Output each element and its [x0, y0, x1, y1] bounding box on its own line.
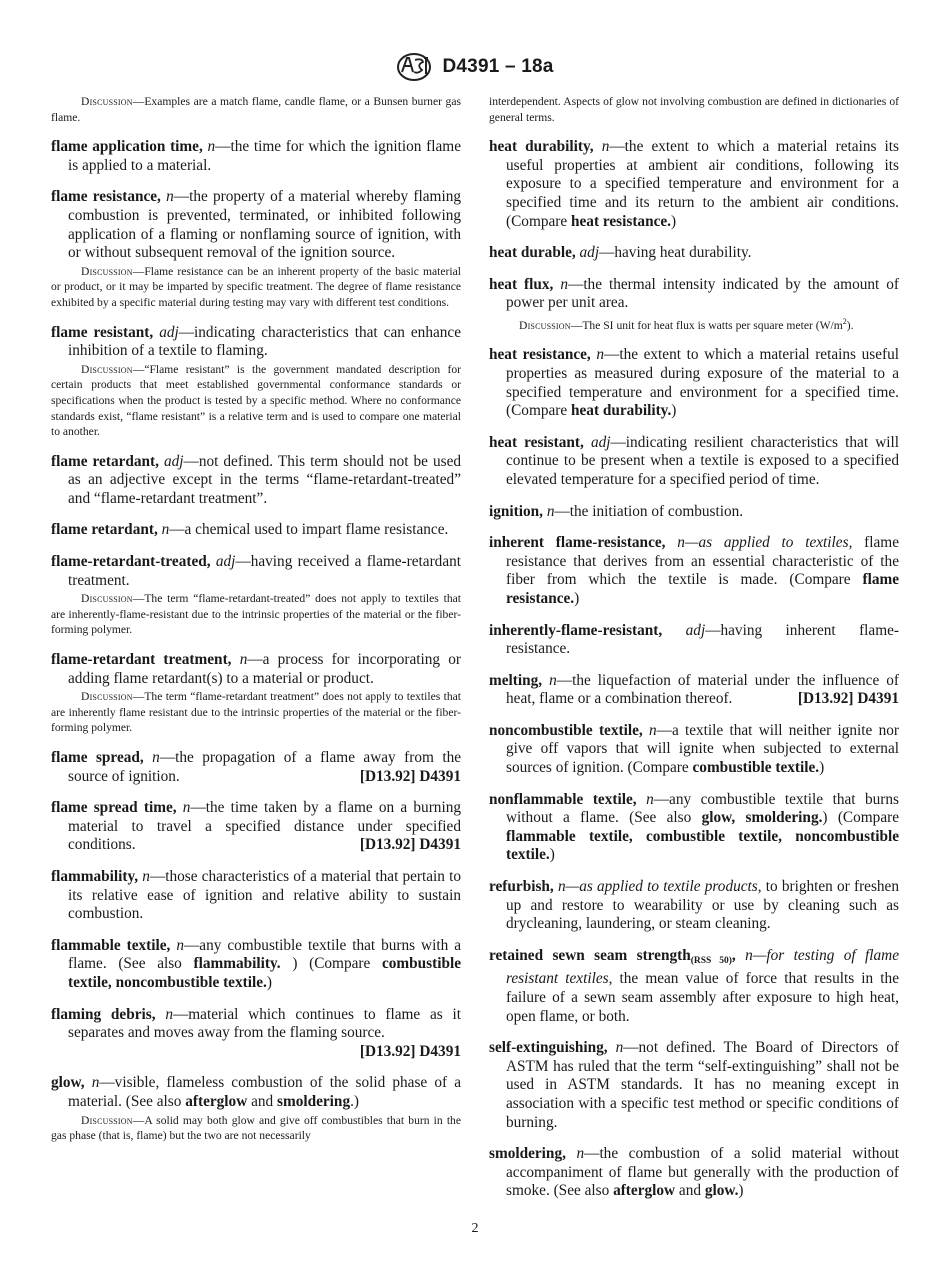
definition-entry: self-extinguishing, n—not defined. The Board of Directors of ASTM has ruled that the term “self-extinguishing” shall not be used in ASTM standards. It has no meaning except in association with a specific test method or specific conditions of burning. — [489, 1039, 899, 1131]
definition-entry: flame retardant, n—a chemical used to impart flame resistance. — [51, 521, 449, 539]
definition-entry: flame resistance, n—the property of a material whereby flaming combustion is prevented, terminated, or inhibited following application of a flaming or nonflaming source of ignition, with or without subsequent removal of the ignition source. — [51, 188, 461, 262]
astm-logo-icon — [396, 52, 432, 82]
definition-entry: refurbish, n—as applied to textile products, to brighten or freshen up and restore to wearability or use by cleaning such as drycleaning, laundering, or steam cleaning. — [489, 878, 899, 933]
definition-entry: noncombustible textile, n—a textile that will neither ignite nor give off vapors that will ignite when subjected to external sources of ignition. (Compare combustible textile.) — [489, 721, 899, 777]
definition-entry: heat durable, adj—having heat durability. — [489, 244, 752, 262]
definition-entry: flame spread, n—the propagation of a flame away from the source of ignition. [D13.92] D4391 — [51, 749, 462, 785]
discussion-note: Discussion—The term “flame-retardant treatment” does not apply to textiles that are inherently flame resistant due to the intrinsic properties of the material or the fiber-forming polymer. — [51, 690, 461, 735]
definition-entry: inherent flame-resistance, n—as applied to textiles, flame resistance that derives from an essential characteristic of the fiber from which the textile is made. (Compare flame resistance.) — [489, 534, 899, 607]
discussion-note: Discussion—The term “flame-retardant-treated” does not apply to textiles that are inherently-flame-resistant due to the intrinsic properties of the material or the fiber-forming polymer. — [51, 592, 461, 637]
definition-entry: flame spread time, n—the time taken by a flame on a burning material to travel a specified distance under specified conditions. [D13.92] D4391 — [51, 799, 461, 854]
page-header — [0, 52, 950, 87]
discussion-note: Discussion—A solid may both glow and give off combustibles that burn in the gas phase (that is, flame) but the two are not necessarily — [51, 1113, 461, 1143]
page-number: 2 — [471, 1221, 479, 1236]
discussion-note: Discussion—The SI unit for heat flux is watts per square meter $(W/m^2)$. — [519, 316, 854, 332]
definition-entry: flame retardant, adj—not defined. This term should not be used as an adjective except in the terms “flame-retardant-treated” and “flame-retardant treatment”. — [51, 452, 462, 507]
committee-reference: [D13.92] D4391 — [359, 836, 461, 854]
definition-entry: heat flux, n—the thermal intensity indicated by the amount of power per unit area. — [489, 275, 899, 312]
definition-entry: glow, n—visible, flameless combustion of the solid phase of a material. (See also afterglow and smoldering.) — [51, 1074, 462, 1110]
definition-entry: flame resistant, adj—indicating characteristics that can enhance inhibition of a textile to flaming. — [51, 323, 461, 360]
discussion-note: Discussion—Flame resistance can be an inherent property of the basic material or product, or it may be imparted by specific treatment. The degree of flame resistance exhibited by a specific material during testing may vary with different test conditions. — [51, 264, 461, 309]
definition-entry: heat durability, n—the extent to which a material retains its useful properties at ambient air conditions, following its exposure to a specified temperature and environment for a specified time and its return to the ambient air conditions. (Compare heat resistance.) — [489, 138, 899, 230]
discussion-note: Discussion—Examples are a match flame, candle flame, or a Bunsen burner gas flame. — [51, 95, 461, 124]
definition-entry: nonflammable textile, n—any combustible textile that burns without a flame. (See also glow, smoldering.) (Compare flammable textile, combustible textile, noncombustible textile.) — [489, 790, 900, 864]
definition-entry: smoldering, n—the combustion of a solid material without accompaniment of flame but generally with the production of smoke. (See also afterglow and glow.) — [489, 1145, 899, 1200]
document-designation: D4391 – 18a — [442, 56, 554, 77]
definition-entry: heat resistant, adj—indicating resilient characteristics that will continue to be present when a textile is exposed to a specified elevated temperature for a specified period of time. — [489, 433, 899, 488]
definition-entry: flame application time, n—the time for which the ignition flame is applied to a material. — [51, 138, 461, 174]
left-column — [51, 94, 461, 1157]
definition-entry: flaming debris, n—material which continues to flame as it separates and moves away from the flaming source. [D13.92] D4391 — [51, 1005, 462, 1060]
definition-entry: ignition, n—the initiation of combustion. — [489, 502, 744, 520]
discussion-note: Discussion—“Flame resistant” is the government mandated description for certain products that meet established governmental conformance standards or specifications when the product is tested by a specific method. Where no conformance standards exist, “flame resistant” is a relative term and is used to compare one material to another. — [51, 362, 461, 439]
definition-entry: heat resistance, n—the extent to which a material retains useful properties as measured during exposure of the material to a specified temperature and environment for a specified time. (Compare heat durability.) — [489, 346, 899, 420]
definition-entry: flame-retardant treatment, n—a process for incorporating or adding flame retardant(s) to a material or product. — [51, 651, 462, 687]
right-column — [489, 94, 899, 1214]
definition-entry: inherently-flame-resistant, adj—having inherent flame-resistance. — [489, 621, 899, 658]
definition-entry: flammable textile, n—any combustible textile that burns with a flame. (See also flammability. ) (Compare combustible textile, noncombustible textile.) — [51, 936, 461, 991]
definition-entry: melting, n—the liquefaction of material under the influence of heat, flame or a combination thereof. [D13.92] D4391 — [489, 671, 899, 708]
committee-reference: [D13.92] D4391 — [359, 767, 461, 785]
definition-entry: flame-retardant-treated, adj—having received a flame-retardant treatment. — [51, 553, 462, 589]
definition-entry: retained sewn seam strength$_{(RSS 50)}$, n—for testing of flame resistant textiles, the mean value of force that results in the failure of a sewn seam assembly after exposure to high heat, open flame, or both. — [489, 946, 899, 1025]
definition-entry: flammability, n—those characteristics of a material that pertain to its relative ease of ignition and relative ability to sustain combustion. — [51, 867, 461, 923]
committee-reference: [D13.92] D4391 — [797, 690, 899, 708]
discussion-note-continued: interdependent. Aspects of glow not involving combustion are defined in dictionaries of general terms. — [489, 95, 899, 124]
committee-reference: [D13.92] D4391 — [359, 1042, 461, 1060]
